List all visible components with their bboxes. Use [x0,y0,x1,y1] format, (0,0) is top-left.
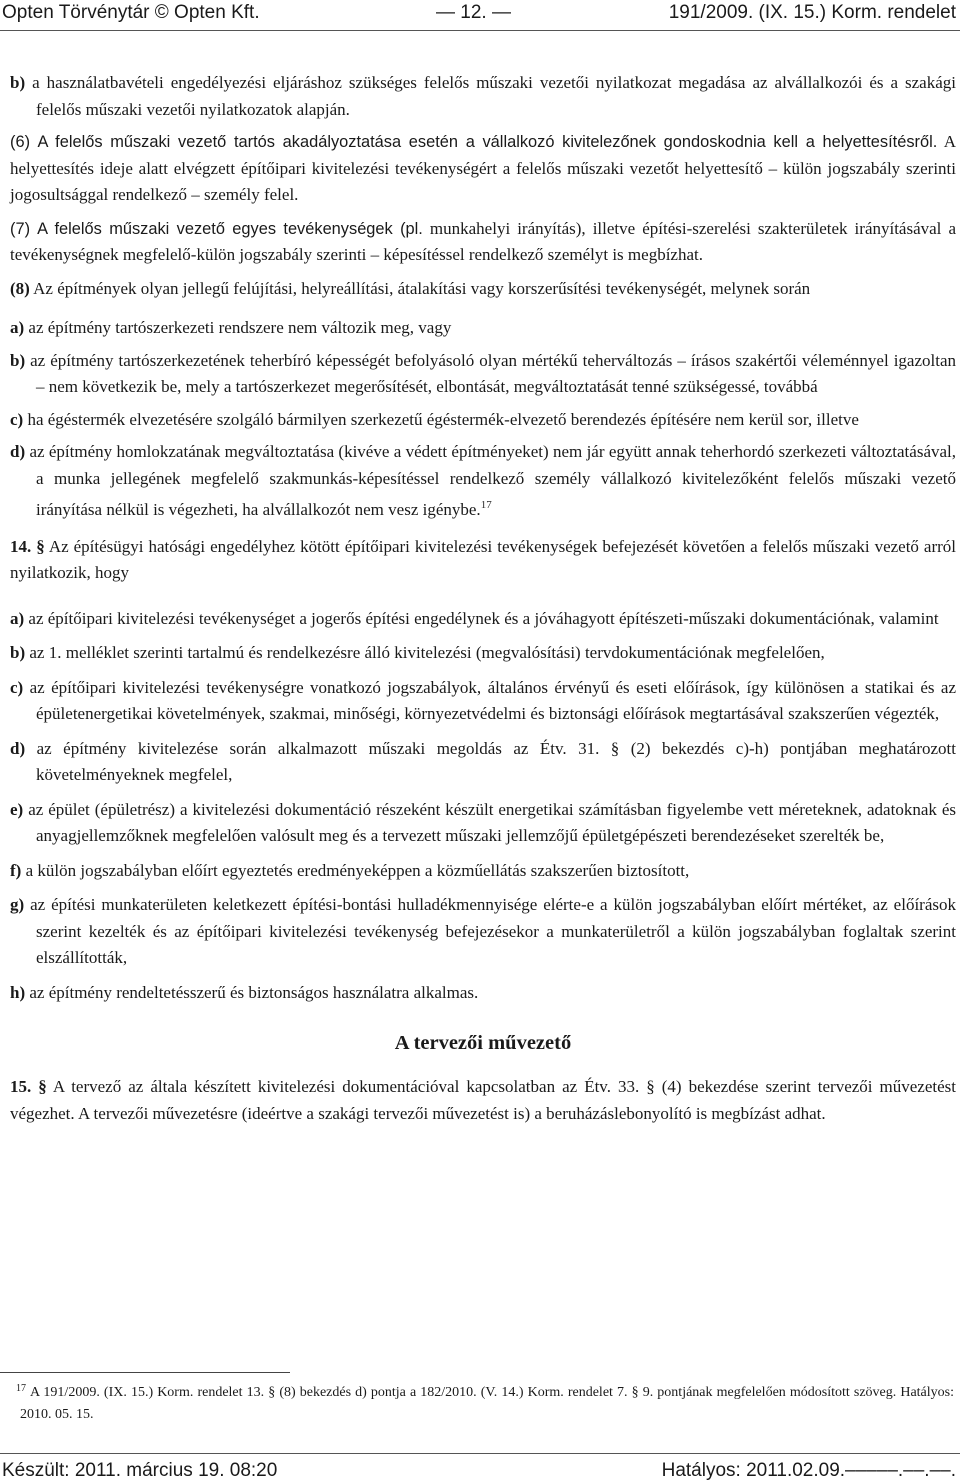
paragraph-text: munkahelyi irányítás), illetve építési-szerelési szakterületek irányításával a tevékenységnek megfelelő-külön jogszabály szerinti – képesítéssel rendelkező személyt is megbízhat. [10,218,957,264]
list-item [10,858,956,885]
section-number: 14. § [10,536,45,556]
item-text: az építőipari kivitelezési tevékenységet a jogerős építési engedélynek és a jóváhagyott építészeti-műszaki dokumentációnak, valamint [28,608,939,628]
header-document-title: 191/2009. (IX. 15.) Korm. rendelet [668,2,956,23]
footnote-divider [0,1372,290,1373]
item-marker: h) [10,982,26,1002]
page-footer [0,1460,960,1484]
paragraph-text: Az építmények olyan jellegű felújítási, helyreállítási, átalakítási vagy korszerűsítési tevékenységét, melynek során [33,278,811,298]
item-text: az 1. melléklet szerinti tartalmú és rendelkezésre álló kivitelezési (megvalósítási) tervdokumentációnak megfelelően, [29,643,825,662]
list-item [10,640,956,667]
item-marker: c) [10,409,24,429]
item-text: az építési munkaterületen keletkezett építési-bontási hulladékmennyisége elérte-e a külön jogszabályban előírt mértéket, az előírások szerint kezelték és az építőipari kivitelezési tevékenység befejezésekor a munkaterületről a külön jogszabályban foglaltak szerint elszállították, [30,895,956,967]
paragraph-8 [10,276,956,303]
footer-effective: Hatályos: 2011.02.09.–––––.––.––. [661,1460,956,1481]
footnote [2,1378,954,1426]
list-item [10,736,956,789]
item-text: az építmény rendeltetésszerű és biztonságos használatra alkalmas. [29,982,479,1002]
paragraph-marker: (7) [10,219,31,238]
item-marker: a) [10,318,25,337]
section-number: 15. § [10,1077,47,1096]
item-marker: c) [10,677,24,697]
section-14-list [10,606,956,1007]
section-text: Az építésügyi hatósági engedélyhez kötött építőipari kivitelezési tevékenységek befejezését követően a felelős műszaki vezető arról nyilatkozik, hogy [10,536,957,582]
header-page-number: — 12. — [436,2,511,23]
item-marker: f) [10,860,22,880]
item-marker: b) [10,73,26,92]
paragraph-7 [10,216,956,269]
section-text: A tervező az általa készített kivitelezési dokumentációval kapcsolatban az Étv. 33. § (4) bekezdése szerint tervezői művezetést végezhet. A tervezői művezetésre (ideértve a szakági tervezői művezetést is) a beruházáslebonyolító is megbízást adhat. [10,1077,956,1123]
header-divider [0,30,960,31]
footnote-reference[interactable]: 17 [480,499,492,511]
section-14 [10,534,956,587]
footnote-number: 17 [16,1383,26,1394]
paragraph-marker: (8) [10,278,30,298]
item-text: a külön jogszabályban előírt egyeztetés eredményeképpen a közműellátás szakszerűen biztosított, [25,860,690,880]
paragraph-text: A helyettesítés ideje alatt elvégzett építőipari kivitelezési tevékenységért a felelős műszaki vezetőt helyettesítő – külön jogszabály szerinti jogosultsággal rendelkező – személy felel. [10,132,957,204]
list-item [10,348,956,401]
list-item [10,407,956,434]
list-item [10,439,956,524]
item-marker: d) [10,738,26,758]
item-text: az építmény tartószerkezeti rendszere nem változik meg, vagy [28,318,452,337]
item-text: a használatbavételi engedélyezési eljáráshoz szükséges felelős műszaki vezetői nyilatkozat megadása az alvállalkozói és a szakági felelős műszaki vezetői nyilatkozatok alapján. [32,73,956,119]
item-marker: b) [10,350,26,370]
list-item [10,606,956,633]
footer-divider [0,1453,960,1454]
paragraph-text-sans: A felelős műszaki vezető tartós akadályoztatása esetén a vállalkozó kivitelezőnek gondoskodnia kell a helyettesítésről. [37,133,938,151]
item-marker: b) [10,643,26,662]
item-text: az építmény tartószerkezetének teherbíró képességét befolyásoló olyan mértékű teherváltozás – írásos szakértői véleménnyel igazoltan – nem következik be, mely a tartószerkezet megerősítését, elbontását, megváltoztatását tenné szükségessé, továbbá [30,350,957,396]
list-item [10,892,956,972]
header-publisher: Opten Törvénytár © Opten Kft. [2,2,260,23]
item-marker: d) [10,442,26,461]
item-text: az építmény homlokzatának megváltoztatása (kivéve a védett építményeket) nem jár együtt annak teherhordó szerkezeti változtatásával, a munka jellegének megfelelő szakmunkás-képesítéssel rendelkező személy vállalkozó kivitelezőként felelős műszaki vezető irányítása nélkül is végezheti, ha alvállalkozót nem vesz igénybe. [29,442,957,519]
item-text: az építmény kivitelezése során alkalmazott műszaki megoldás az Étv. 31. § (2) bekezdés c)-h) pontjában meghatározott követelményeknek megfelel, [36,738,957,784]
item-text: az épület (épületrész) a kivitelezési dokumentáció részeként készült energetikai számításban figyelembe vett méreteknek, adatoknak és anyagjellemzőknek megfelelően valósult meg és a tervezett műszaki jellemzőjű épületgépészeti berendezéseket szerelték be, [28,799,956,845]
item-marker: e) [10,799,24,819]
paragraph-text-sans: A felelős műszaki vezető egyes tevékenységek (pl. [37,219,423,238]
item-marker: a) [10,608,25,628]
item-marker: g) [10,895,25,914]
list-item [10,70,956,123]
list-item [10,797,956,850]
item-text: az építőipari kivitelezési tevékenységre vonatkozó jogszabályok, általános érvényű és eseti előírások, így különösen a statikai és az épületenergetikai követelmények, szakmai, minőségi, környezetvédelmi és biztonsági előírások megtartásával szakszerűen végezték, [29,677,956,723]
page-header [0,2,960,28]
list-item [10,980,956,1007]
section-heading: A tervezői művezető [394,1032,572,1054]
footer-created: Készült: 2011. március 19. 08:20 [2,1460,278,1481]
list-item [10,675,956,728]
paragraph-6 [10,129,956,209]
list-item [10,315,956,342]
section-15 [10,1074,956,1127]
paragraph-marker: (6) [10,133,31,151]
item-text: ha égéstermék elvezetésére szolgáló bármilyen szerkezetű égéstermék-elvezető berendezés építésére nem kerül sor, illetve [27,409,859,429]
document-body [10,70,956,1146]
footnote-text: A 191/2009. (IX. 15.) Korm. rendelet 13. § (8) bekezdés d) pontja a 182/2010. (V. 14.) Korm. rendelet 7. § 9. pontjának megfelelően módosított szöveg. Hatályos: 2010. 05. 15. [20,1385,954,1422]
